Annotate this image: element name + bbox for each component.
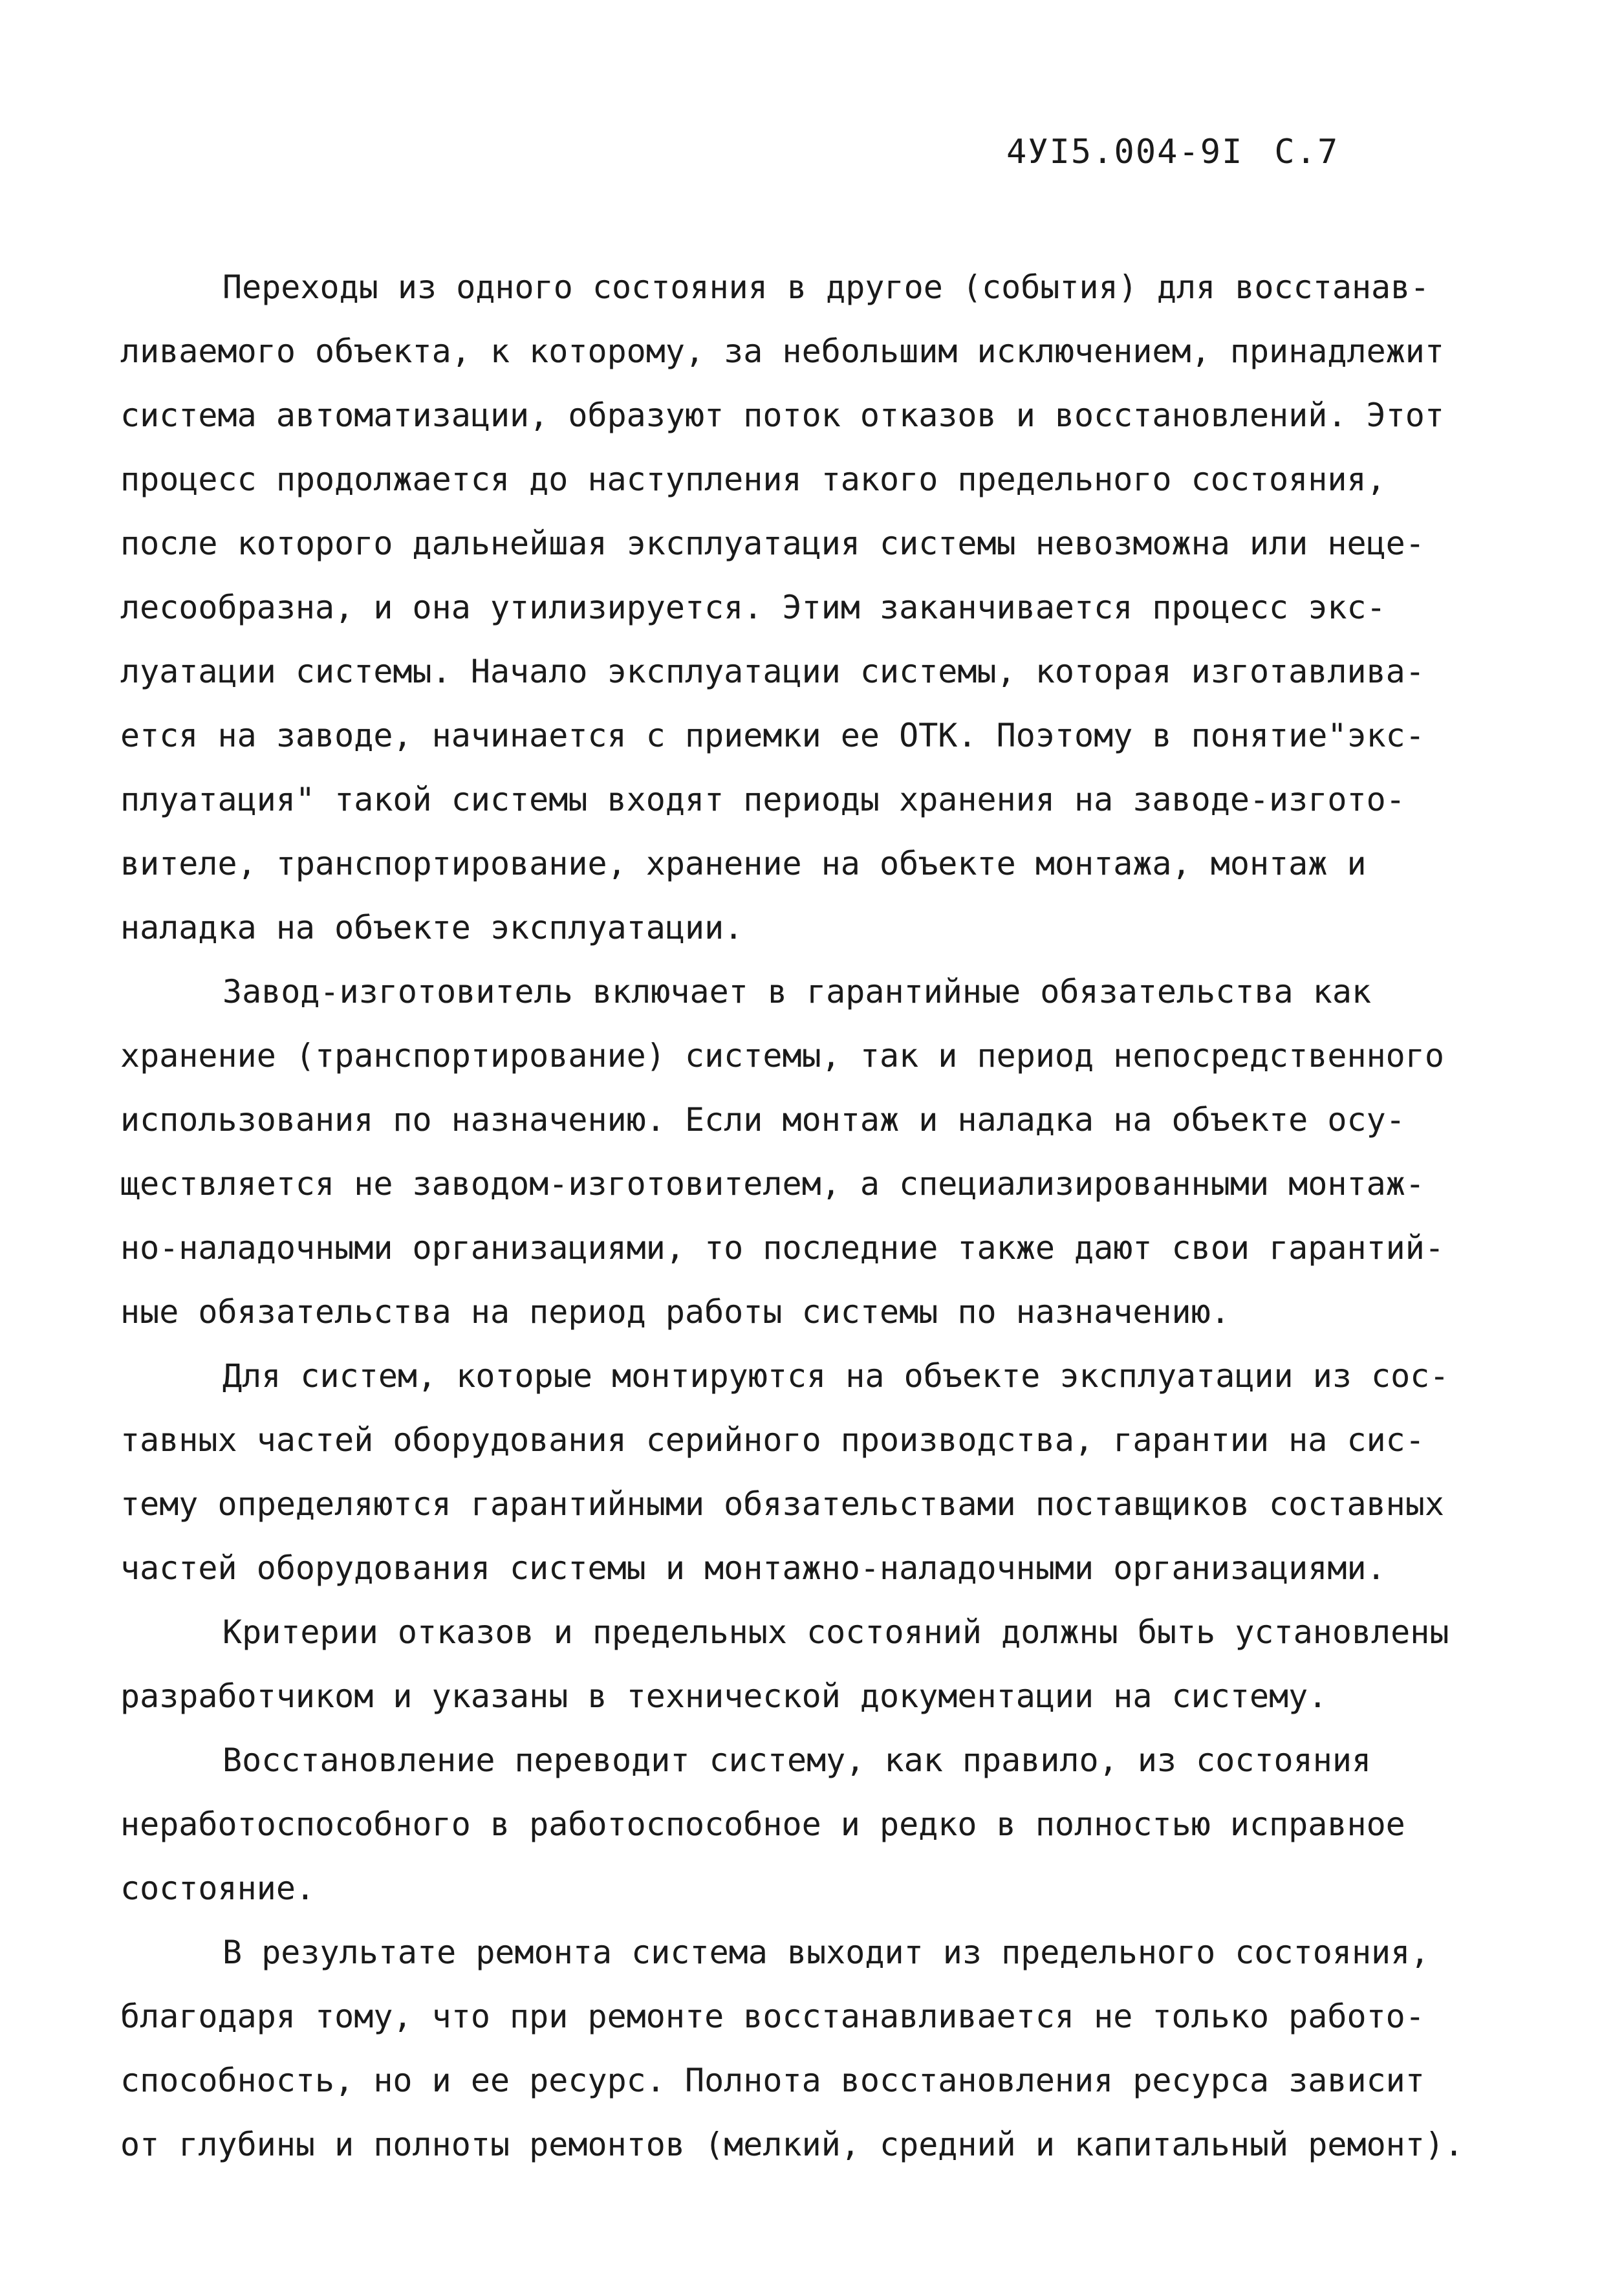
text-line: неработоспособного в работоспособное и редко в полностью исправное	[120, 1806, 1405, 1843]
page-number: С.7	[1274, 133, 1339, 171]
text-line: система автоматизации, образуют поток отказов и восстановлений. Этот	[120, 397, 1444, 434]
paragraph	[120, 1921, 1511, 2177]
text-line: Переходы из одного состояния в другое (события) для восстанав-	[222, 268, 1430, 306]
document-code: 4УI5.004-9I	[1006, 133, 1244, 171]
text-line: ществляется не заводом-изготовителем, а специализированными монтаж-	[120, 1165, 1425, 1203]
text-line: от глубины и полноты ремонтов (мелкий, средний и капитальный ремонт).	[120, 2126, 1464, 2163]
text-line: после которого дальнейшая эксплуатация системы невозможна или неце-	[120, 525, 1425, 562]
text-line: Критерии отказов и предельных состояний должны быть установлены	[222, 1613, 1449, 1651]
text-line: процесс продолжается до наступления такого предельного состояния,	[120, 461, 1386, 498]
text-line: Восстановление переводит систему, как правило, из состояния	[222, 1741, 1372, 1779]
text-line: ные обязательства на период работы системы по назначению.	[120, 1293, 1230, 1331]
text-line: частей оборудования системы и монтажно-наладочными организациями.	[120, 1549, 1386, 1587]
text-line: но-наладочными организациями, то последние также дают свои гарантий-	[120, 1229, 1444, 1267]
text-line: луатации системы. Начало эксплуатации системы, которая изготавлива-	[120, 653, 1425, 690]
text-line: В результате ремонта система выходит из предельного состояния,	[222, 1934, 1430, 1971]
paragraph	[120, 960, 1511, 1344]
paragraph	[120, 1600, 1511, 1729]
page-header	[1006, 133, 1339, 171]
text-line: хранение (транспортирование) системы, так и период непосредственного	[120, 1037, 1444, 1075]
text-line: ется на заводе, начинается с приемки ее ОТК. Поэтому в понятие"экс-	[120, 717, 1425, 754]
text-line: лесообразна, и она утилизируется. Этим заканчивается процесс экс-	[120, 589, 1386, 626]
text-line: Завод-изготовитель включает в гарантийные обязательства как	[222, 973, 1372, 1010]
text-line: способность, но и ее ресурс. Полнота восстановления ресурса зависит	[120, 2062, 1425, 2099]
text-line: Для систем, которые монтируются на объекте эксплуатации из сос-	[222, 1357, 1449, 1395]
text-line: благодаря тому, что при ремонте восстанавливается не только работо-	[120, 1998, 1425, 2035]
text-line: разработчиком и указаны в технической документации на систему.	[120, 1677, 1328, 1715]
paragraph	[120, 256, 1511, 960]
text-line: ливаемого объекта, к которому, за небольшим исключением, принадлежит	[120, 333, 1444, 370]
document-body	[120, 256, 1511, 2177]
text-line: вителе, транспортирование, хранение на объекте монтажа, монтаж и	[120, 845, 1367, 882]
text-line: плуатация" такой системы входят периоды хранения на заводе-изгото-	[120, 781, 1405, 818]
paragraph	[120, 1729, 1511, 1921]
paragraph	[120, 1344, 1511, 1600]
text-line: наладка на объекте эксплуатации.	[120, 909, 744, 946]
text-line: тавных частей оборудования серийного производства, гарантии на сис-	[120, 1421, 1425, 1459]
text-line: тему определяются гарантийными обязательствами поставщиков составных	[120, 1485, 1444, 1523]
text-line: использования по назначению. Если монтаж и наладка на объекте осу-	[120, 1101, 1405, 1139]
text-line: состояние.	[120, 1870, 316, 1907]
